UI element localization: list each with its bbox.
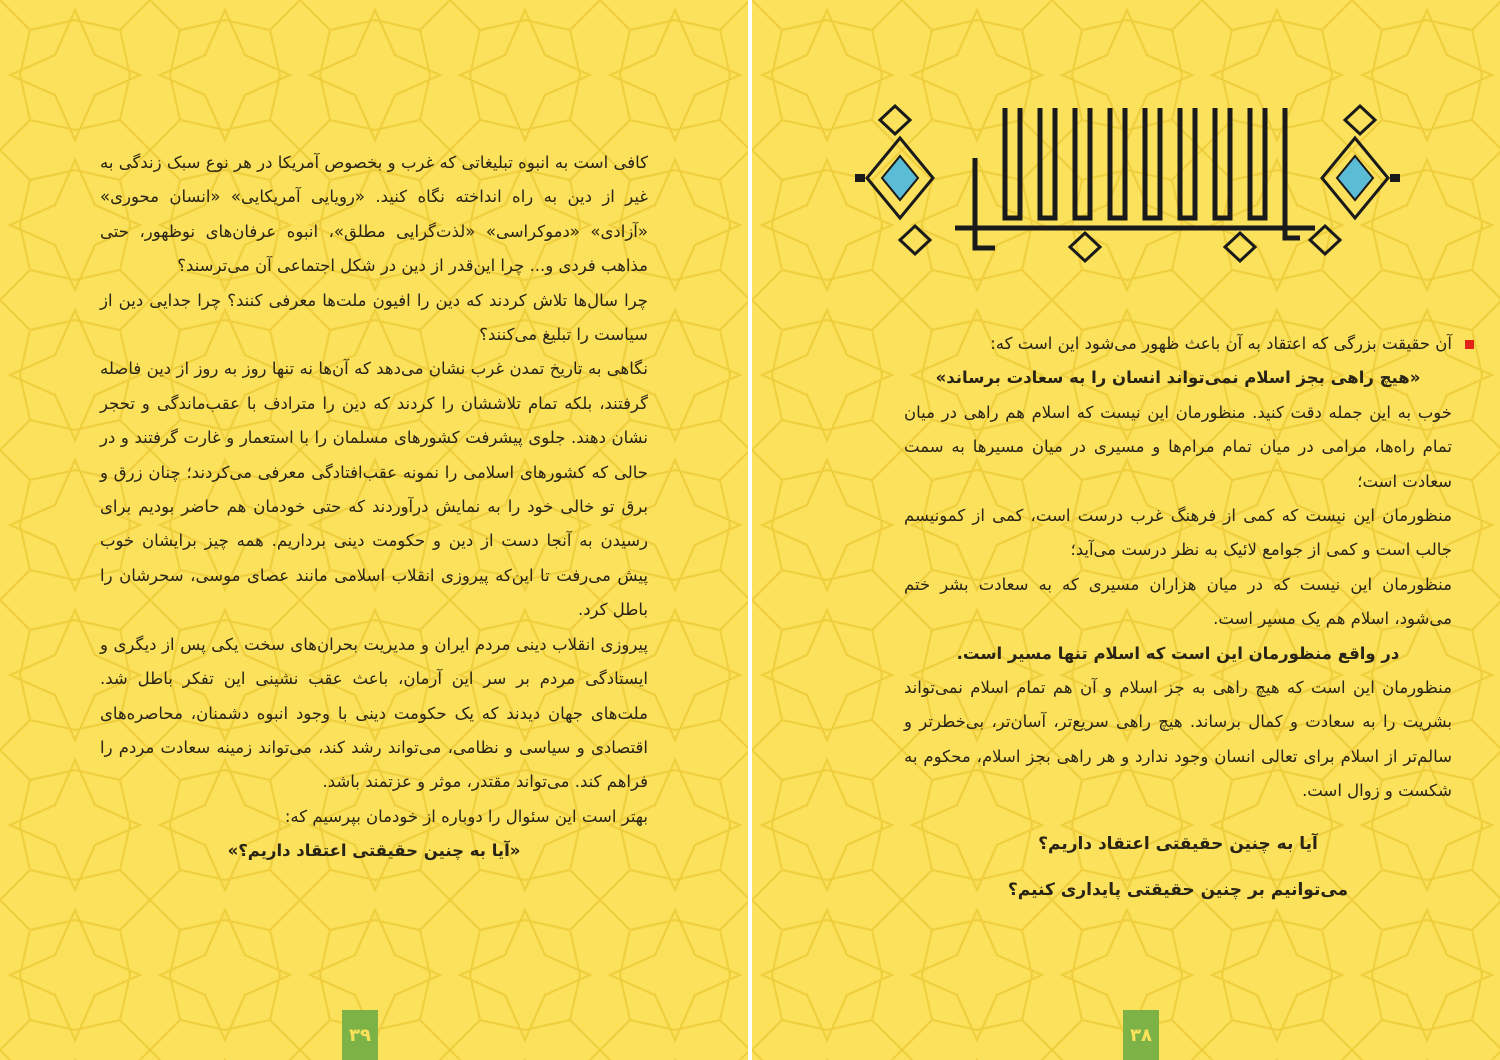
closing-question: می‌توانیم بر چنین حقیقتی پایداری کنیم؟ [1007, 879, 1349, 900]
paragraph: منظورمان این است که هیچ راهی به جز اسلام و آن هم تمام اسلام نمی‌تواند بشریت را به سعادت و کمال برساند. هیچ راهی سریع‌تر، آسان‌تر، بی‌خطرتر و سالم‌تر از اسلام برای تعالی انسان وجود ندارد و هر راهی بجز اسلام، محکوم به شکست و زوال است. [904, 678, 1452, 801]
paragraph: بهتر است این سئوال را دوباره از خودمان بپرسیم که: [284, 806, 648, 826]
paragraph: کافی است به انبوه تبلیغاتی که غرب و بخصوص آمریکا در هر نوع سبک زندگی به غیر از دین به راه انداخته نگاه کنید. «رویایی آمریکایی» «انسان محوری» «آزادی» «دموکراسی» «لذت‌گرایی مطلق»، انبوه عرفان‌های نوظهور، حتی مذاهب فردی و... چرا این‌قدر از دین در شکل اجتماعی آن می‌ترسند؟ [100, 153, 648, 276]
paragraph: نگاهی به تاریخ تمدن غرب نشان می‌دهد که آن‌ها نه تنها روز به روز از دین فاصله گرفتند، بلکه تمام تلاششان را کردند که دین را مترادف با عقب‌ماندگی و تحجر نشان دهند. جلوی پیشرفت کشورهای مسلمان را با استعمار و غارت گرفتند و در حالی که کشورهای اسلامی را نمونه عقب‌افتادگی معرفی می‌کردند؛ چنان زرق و برق تو خالی خود را به نمایش درآوردند که حتی خودمان هم حاضر بودیم برای رسیدن به آنجا دست از دین و حکومت دینی برداریم. همه چیز برایشان خوب پیش می‌رفت تا این‌که پیروزی انقلاب اسلامی مانند عصای موسی، سحرشان را باطل کرد. [100, 359, 648, 620]
right-page-text [904, 327, 1452, 913]
left-page-text [100, 146, 648, 869]
red-bullet-icon [1465, 340, 1474, 349]
page-number: ۳۸ [1123, 1010, 1159, 1060]
paragraph: چرا سال‌ها تلاش کردند که دین را افیون ملت‌ها معرفی کنند؟ چرا جدایی دین از سیاست را تبلیغ می‌کنند؟ [100, 290, 648, 345]
paragraph: خوب به این جمله دقت کنید. منظورمان این نیست که اسلام هم راهی در میان تمام راه‌ها، مرامی در میان تمام مرام‌ها و مسیری در میان مسیرها به سمت سعادت است؛ [904, 402, 1452, 491]
closing-question: آیا به چنین حقیقتی اعتقاد داریم؟ [1038, 833, 1318, 854]
kufic-calligraphy-emblem [855, 98, 1400, 266]
page-38 [752, 0, 1500, 1060]
paragraph: منظورمان این نیست که در میان هزاران مسیری که به سعادت بشر ختم می‌شود، اسلام هم یک مسیر است. [904, 574, 1452, 629]
key-quote: «هیچ راهی بجز اسلام نمی‌تواند انسان را به سعادت برساند» [935, 368, 1421, 388]
intro-line [904, 327, 1452, 361]
closing-quote: «آیا به چنین حقیقتی اعتقاد داریم؟» [227, 841, 521, 861]
page-number: ۳۹ [342, 1010, 378, 1060]
paragraph: پیروزی انقلاب دینی مردم ایران و مدیریت بحران‌های سخت یکی پس از دیگری و ایستادگی مردم بر سر این آرمان، باعث عقب نشینی این تفکر باطل شد. ملت‌های جهان دیدند که یک حکومت دینی با وجود انبوه دشمنان، محاصره‌های اقتصادی و سیاسی و نظامی، می‌تواند رشد کند، می‌تواند زمینه سعادت مردم را فراهم کند. می‌تواند مقتدر، موثر و عزتمند باشد. [100, 634, 648, 792]
intro-text: آن حقیقت بزرگی که اعتقاد به آن باعث ظهور می‌شود این است که: [990, 334, 1452, 353]
page-39 [0, 0, 748, 1060]
emphasis-line: در واقع منظورمان این است که اسلام تنها مسیر است. [956, 643, 1400, 663]
closing-questions [904, 821, 1452, 913]
paragraph: منظورمان این نیست که کمی از فرهنگ غرب درست است، کمی از کمونیسم جالب است و کمی از جوامع لائیک به نظر درست می‌آید؛ [904, 506, 1452, 560]
